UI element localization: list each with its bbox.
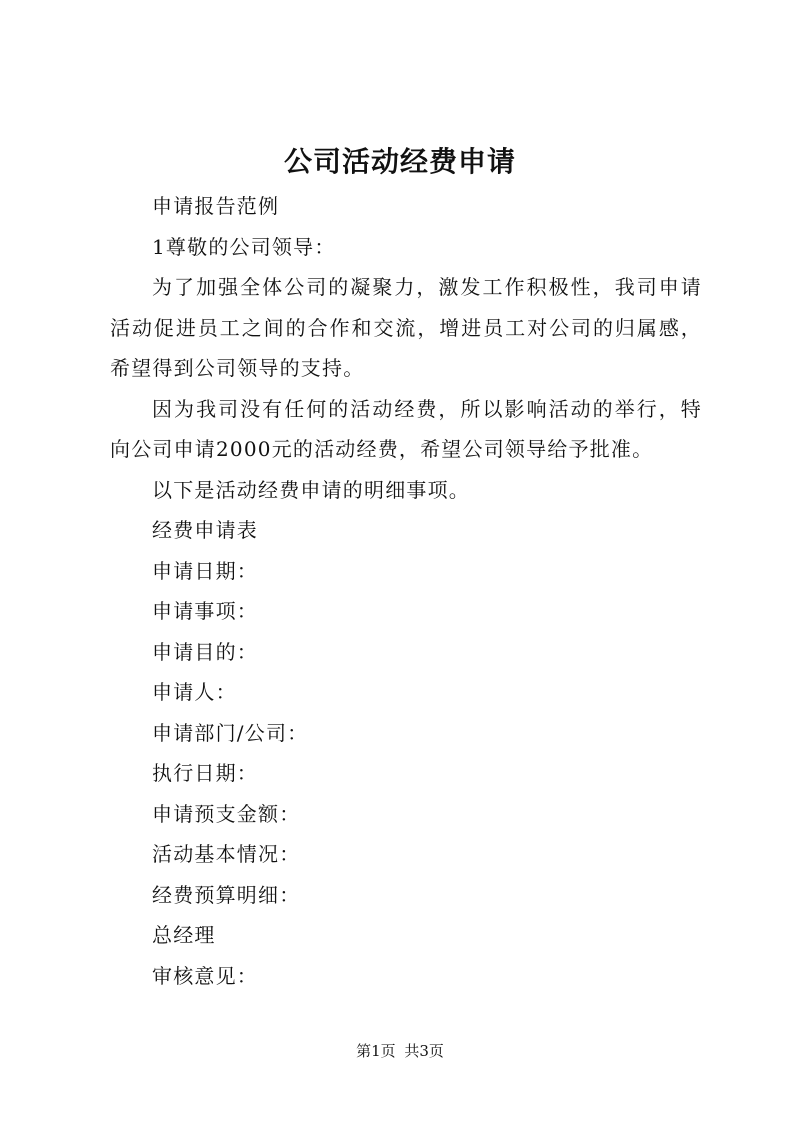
- form-field-review-opinion: 审核意见：: [152, 963, 258, 988]
- form-field-execution-date: 执行日期：: [152, 761, 258, 785]
- form-field-general-manager: 总经理: [152, 923, 216, 947]
- form-field-apply-purpose: 申请目的：: [152, 639, 258, 664]
- form-field-advance-amount: 申请预支金额：: [152, 801, 301, 826]
- paragraph-sample-heading: 申请报告范例: [152, 194, 280, 218]
- form-field-department: 申请部门/公司：: [152, 720, 309, 745]
- page-number: 第1页: [356, 1042, 396, 1060]
- form-title: 经费申请表: [152, 518, 258, 542]
- document-body: [110, 186, 702, 996]
- page-total: 共3页: [404, 1042, 444, 1060]
- paragraph-purpose: 为了加强全体公司的凝聚力，激发工作积极性，我司申请活动促进员工之间的合作和交流，增进员工对公司的归属感，希望得到公司领导的支持。: [110, 275, 702, 380]
- form-field-applicant: 申请人：: [152, 680, 237, 704]
- form-field-apply-item: 申请事项：: [152, 599, 258, 623]
- form-field-activity-basics: 活动基本情况：: [152, 842, 301, 866]
- document-title: 公司活动经费申请: [283, 145, 516, 178]
- page-footer: [0, 1040, 800, 1062]
- paragraph-salutation: 1尊敬的公司领导：: [152, 234, 336, 259]
- form-field-budget-details: 经费预算明细：: [152, 882, 301, 907]
- paragraph-details-intro: 以下是活动经费申请的明细事项。: [152, 477, 470, 502]
- form-field-apply-date: 申请日期：: [152, 558, 258, 583]
- paragraph-request: 因为我司没有任何的活动经费，所以影响活动的举行，特向公司申请2000元的活动经费，希望公司领导给予批准。: [110, 396, 702, 461]
